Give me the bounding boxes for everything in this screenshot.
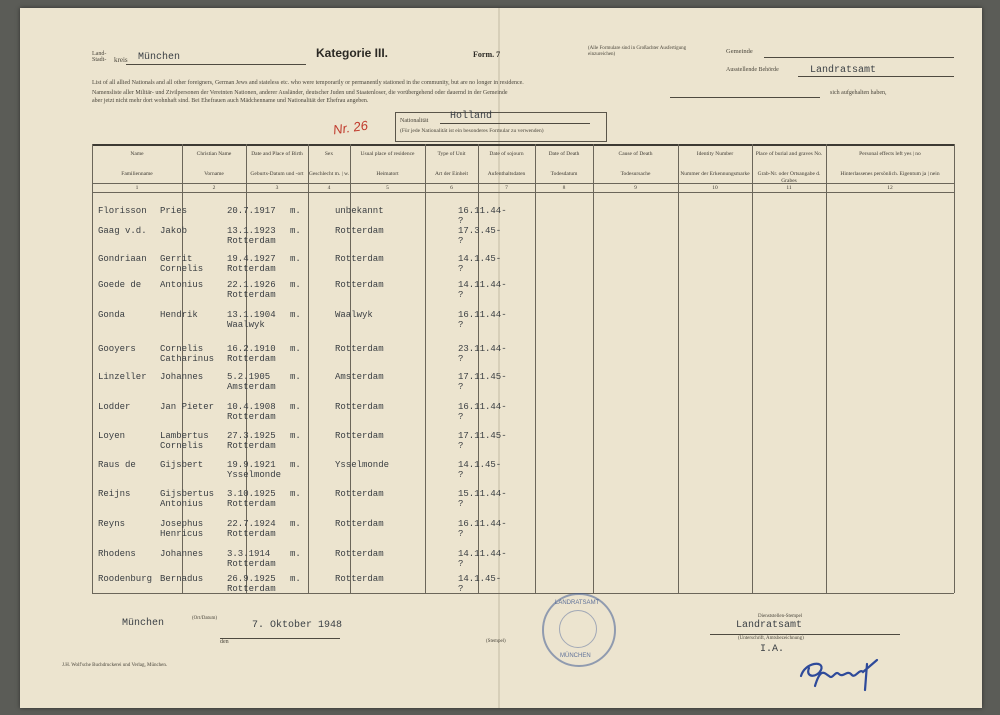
intro-line-de-2: aber jetzt nicht mehr dort wohnhaft sind. Bei Ehefrauen auch Mädchenname und Nationalität der Ehefrau angeben. [92, 98, 369, 104]
cell-sojourn: 16.11.44- ? [458, 206, 507, 226]
column-header-de: Geburts-Datum und -ort [250, 171, 304, 177]
column-header-de: Geschlecht m. | w. [308, 171, 350, 177]
column-header-en: Cause of Death [618, 151, 653, 157]
column-divider [535, 144, 536, 593]
cell-sex: m. [290, 519, 301, 529]
kreis-value: München [138, 52, 181, 63]
cell-birth: 19.4.1927 Rotterdam [227, 254, 276, 274]
cell-first-name: Jakob [160, 226, 188, 236]
cell-sex: m. [290, 344, 301, 354]
cell-residence: unbekannt [335, 206, 384, 216]
cell-name: Gooyers [98, 344, 136, 354]
cell-first-name: Pries [160, 206, 188, 216]
column-number: 12 [887, 185, 893, 191]
cell-name: Gondriaan [98, 254, 147, 264]
gemeinde-label: Gemeinde [726, 48, 753, 55]
red-handwritten-mark: Nr. 26 [332, 117, 369, 138]
cell-residence: Rotterdam [335, 254, 384, 264]
cell-birth: 10.4.1908 Rotterdam [227, 402, 276, 422]
cell-first-name: Bernadus [160, 574, 204, 584]
footer-den: den [220, 639, 229, 645]
cell-name: Gaag v.d. [98, 226, 147, 236]
column-header-en: Usual place of residence [360, 151, 415, 157]
official-stamp [542, 593, 616, 667]
column-header-en: Personal effects left yes | no [859, 151, 921, 157]
column-number: 10 [712, 185, 718, 191]
cell-sojourn: 15.11.44- ? [458, 489, 507, 509]
cell-name: Gonda [98, 310, 126, 320]
form-number: Form. 7 [473, 50, 501, 59]
column-divider [593, 144, 594, 593]
cell-sojourn: 16.11.44- ? [458, 519, 507, 539]
column-number: 4 [327, 185, 331, 191]
cell-name: Florisson [98, 206, 147, 216]
column-header-de: Todesdatum [550, 171, 578, 177]
cell-residence: Rotterdam [335, 519, 384, 529]
column-number: 11 [786, 185, 792, 191]
nationality-box [395, 112, 607, 142]
sig-note: (Unterschrift, Amtsbezeichnung) [738, 636, 804, 641]
behoerde-label: Ausstellende Behörde [726, 67, 779, 73]
cell-name: Goede de [98, 280, 142, 290]
document-sheet [20, 8, 982, 708]
cell-first-name: Gijsbertus Antonius [160, 489, 215, 509]
column-header-de: Familienname [121, 171, 153, 177]
cell-first-name: Johannes [160, 372, 204, 382]
cell-birth: 3.10.1925 Rotterdam [227, 489, 276, 509]
column-header-en: Christian Name [196, 151, 232, 157]
nationality-label: Nationalität [400, 118, 429, 124]
kreis-label: kreis [114, 56, 128, 64]
cell-sex: m. [290, 254, 301, 264]
nationality-value: Holland [450, 111, 493, 122]
cell-sojourn: 14.11.44- ? [458, 280, 507, 300]
cell-name: Rhodens [98, 549, 136, 559]
cell-residence: Rotterdam [335, 402, 384, 412]
cell-residence: Waalwyk [335, 310, 373, 320]
form-note: (Alle Formulare sind in Großachter Ausfertigung einzureichen) [588, 46, 687, 57]
cell-first-name: Hendrik [160, 310, 198, 320]
cell-name: Lodder [98, 402, 131, 412]
column-divider [954, 144, 955, 593]
column-header-en: Type of Unit [437, 151, 466, 157]
column-header-en: Place of burial and graves No. [755, 151, 823, 157]
column-number: 7 [505, 185, 508, 191]
cell-birth: 20.7.1917 [227, 206, 276, 216]
column-header-en: Date of Death [548, 151, 580, 157]
cell-sojourn: 17.11.45- ? [458, 372, 507, 392]
cell-birth: 13.1.1904 Waalwyk [227, 310, 276, 330]
cell-first-name: Lambertus Cornelis [160, 431, 209, 451]
column-divider [425, 144, 426, 593]
cell-sex: m. [290, 206, 301, 216]
cell-sojourn: 14.1.45- ? [458, 460, 502, 480]
column-number: 1 [135, 185, 139, 191]
cell-residence: Rotterdam [335, 280, 384, 290]
cell-residence: Rotterdam [335, 344, 384, 354]
cell-name: Reyns [98, 519, 126, 529]
cell-birth: 16.2.1910 Rotterdam [227, 344, 276, 364]
cell-sojourn: 23.11.44- ? [458, 344, 507, 364]
column-header-de: Art der Einheit [435, 171, 468, 177]
cell-birth: 27.3.1925 Rotterdam [227, 431, 276, 451]
footer-date: 7. Oktober 1948 [252, 620, 343, 631]
behoerde-value: Landratsamt [810, 65, 877, 76]
column-header-de: Aufenthaltsdaten [487, 171, 526, 177]
handwritten-signature [795, 656, 885, 696]
cell-birth: 22.7.1924 Rotterdam [227, 519, 276, 539]
cell-sojourn: 16.11.44- ? [458, 310, 507, 330]
cell-sex: m. [290, 549, 301, 559]
cell-sex: m. [290, 402, 301, 412]
cell-first-name: Johannes [160, 549, 204, 559]
cell-sojourn: 14.1.45- ? [458, 574, 502, 594]
column-header-en: Sex [324, 151, 334, 157]
column-header-de: Todesursache [620, 171, 651, 177]
cell-birth: 13.1.1923 Rotterdam [227, 226, 276, 246]
column-divider [92, 144, 93, 593]
cell-name: Linzeller [98, 372, 147, 382]
cell-first-name: Gerrit Cornelis [160, 254, 204, 274]
cell-sex: m. [290, 310, 301, 320]
column-header-en: Identity Number [696, 151, 734, 157]
cell-residence: Rotterdam [335, 574, 384, 584]
cell-sex: m. [290, 489, 301, 499]
cell-birth: 19.9.1921 Ysselmonde [227, 460, 282, 480]
cell-name: Reijns [98, 489, 131, 499]
cell-sex: m. [290, 574, 301, 584]
cell-first-name: Gijsbert [160, 460, 204, 470]
column-divider [308, 144, 309, 593]
column-header-de: Heimatort [376, 171, 399, 177]
printer-line: J.H. Wolf'sche Buchdruckerei und Verlag, München. [62, 663, 168, 668]
column-number: 3 [275, 185, 279, 191]
column-divider [826, 144, 827, 593]
stamp-top-text: LANDRATSAMT [555, 600, 600, 606]
cell-sex: m. [290, 280, 301, 290]
cell-sex: m. [290, 460, 301, 470]
column-header-de: Hinterlassenes persönlich. Eigentum ja | nein [840, 171, 940, 177]
cell-first-name: Antonius [160, 280, 204, 290]
table-top-rule [92, 144, 954, 146]
sig-label: Dienststellen-Stempel [758, 614, 803, 619]
column-number: 6 [450, 185, 453, 191]
cell-residence: Rotterdam [335, 431, 384, 441]
cell-sojourn: 14.11.44- ? [458, 549, 507, 569]
footer-place: München [122, 618, 165, 629]
cell-residence: Amsterdam [335, 372, 384, 382]
column-header-de: Grab-Nr. oder Ortsangabe d. Grabes [757, 171, 821, 184]
cell-birth: 26.9.1925 Rotterdam [227, 574, 276, 594]
cell-sex: m. [290, 372, 301, 382]
intro-line-de-end: sich aufgehalten haben, [830, 90, 887, 96]
cell-birth: 22.1.1926 Rotterdam [227, 280, 276, 300]
cell-sojourn: 17.11.45- ? [458, 431, 507, 451]
cell-birth: 3.3.1914 Rotterdam [227, 549, 276, 569]
column-header-en: Date and Place of Birth [251, 151, 303, 157]
footer-stempel: (Stempel) [486, 639, 506, 644]
stamp-bottom-text: MÜNCHEN [560, 653, 591, 659]
cell-sojourn: 17.3.45- ? [458, 226, 502, 246]
column-header-en: Date of sojourn [489, 151, 524, 157]
sig-value: Landratsamt [736, 620, 803, 631]
column-number: 2 [212, 185, 216, 191]
cell-first-name: Jan Pieter [160, 402, 215, 412]
column-header-de: Vorname [204, 171, 224, 177]
column-header-de: Nummer der Erkennungsmarke [680, 171, 750, 177]
column-divider [752, 144, 753, 593]
footer-place-label: (Ort/Datum) [192, 616, 217, 621]
cell-sojourn: 16.11.44- ? [458, 402, 507, 422]
cell-first-name: Cornelis Catharinus [160, 344, 215, 364]
column-number: 5 [386, 185, 389, 191]
cell-residence: Rotterdam [335, 549, 384, 559]
column-divider [678, 144, 679, 593]
cell-name: Raus de [98, 460, 136, 470]
cell-name: Roodenburg [98, 574, 153, 584]
cell-sojourn: 14.1.45- ? [458, 254, 502, 274]
column-number: 9 [634, 185, 637, 191]
column-number: 8 [562, 185, 566, 191]
cell-name: Loyen [98, 431, 126, 441]
intro-line-en: List of all allied Nationals and all other foreigners, German Jews and stateless etc. who were temporarily or permanently stationed in the community, but are no longer in residence. [92, 80, 524, 86]
cell-residence: Ysselmonde [335, 460, 390, 470]
cell-residence: Rotterdam [335, 226, 384, 236]
column-header-en: Name [130, 151, 144, 157]
cell-first-name: Josephus Henricus [160, 519, 204, 539]
intro-line-de: Namensliste aller Militär- und Zivilpersonen der Vereinten Nationen, anderer Ausländer, deutscher Juden und Staatenloser, die vorübergehend oder dauernd in der Gemeinde [92, 90, 508, 96]
sig-ia: I.A. [760, 644, 785, 655]
cell-sex: m. [290, 226, 301, 236]
page-title: Kategorie III. [316, 46, 389, 60]
cell-sex: m. [290, 431, 301, 441]
table-bottom-rule [92, 593, 954, 594]
nationality-note: (Für jede Nationalität ist ein besonderes Formular zu verwenden) [400, 128, 544, 134]
cell-birth: 5.2.1905 Amsterdam [227, 372, 276, 392]
table-number-rule [92, 192, 954, 193]
land-kreis-label: Land- Stadt- [92, 51, 107, 63]
cell-residence: Rotterdam [335, 489, 384, 499]
